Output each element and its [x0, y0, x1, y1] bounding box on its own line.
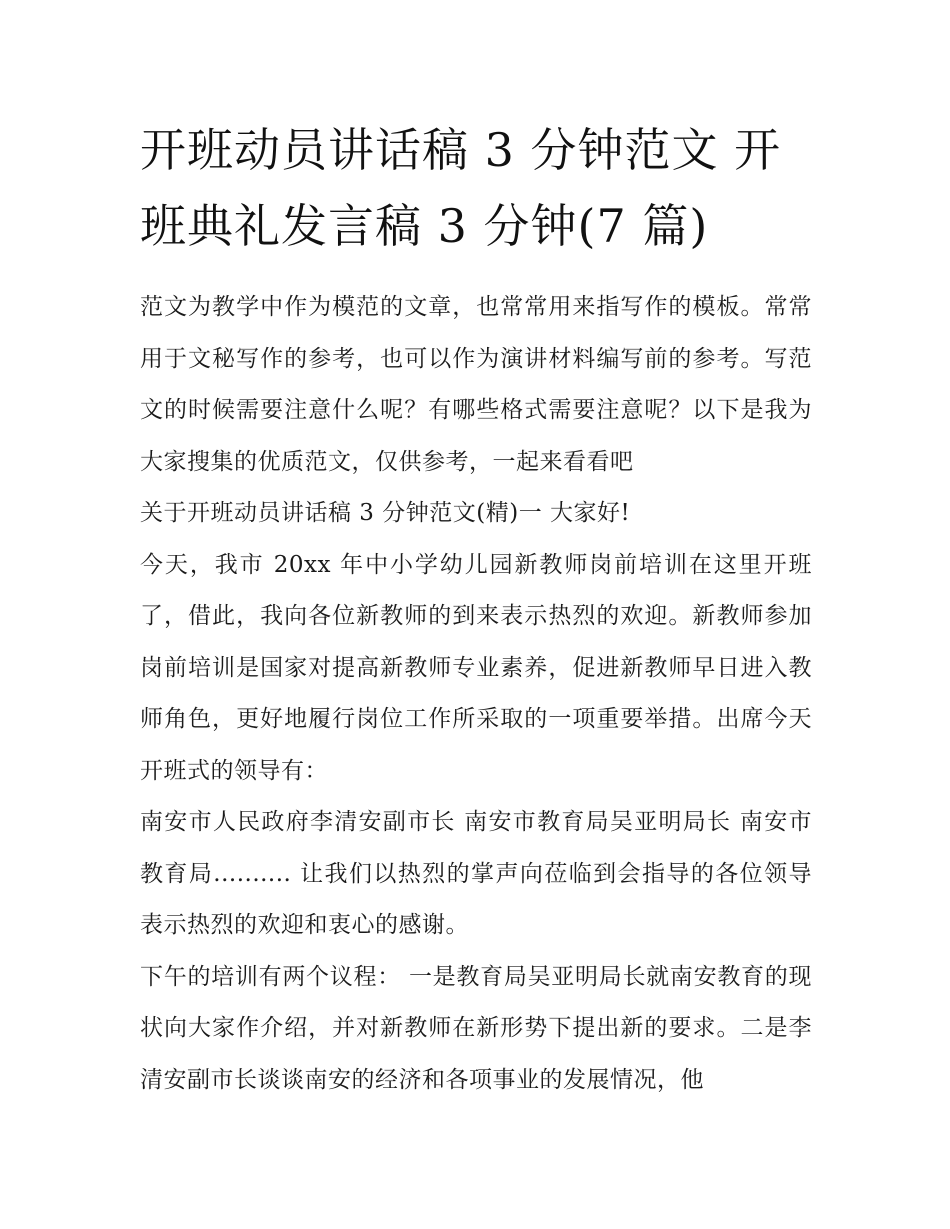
body-paragraph-welcome: 今天，我市 20xx 年中小学幼儿园新教师岗前培训在这里开班了，借此，我向各位新教师的到来表示热烈的欢迎。新教师参加岗前培训是国家对提高新教师专业素养，促进新教师早日进入教师角色，更好地履行岗位工作所采取的一项重要举措。出席今天开班式的领导有：	[140, 551, 812, 784]
document-page	[140, 112, 812, 1106]
intro-paragraph: 范文为教学中作为模范的文章，也常常用来指写作的模板。常常用于文秘写作的参考，也可以作为演讲材料编写前的参考。写范文的时候需要注意什么呢？有哪些格式需要注意呢？以下是我为大家搜集的优质范文，仅供参考，一起来看看吧	[140, 294, 812, 475]
section-heading-paragraph: 关于开班动员讲话稿 3 分钟范文(精)一 大家好!	[140, 500, 631, 526]
document-title: 开班动员讲话稿 3 分钟范文 开班典礼发言稿 3 分钟(7 篇)	[140, 123, 782, 253]
body-paragraph-leaders: 南安市人民政府李清安副市长 南安市教育局吴亚明局长 南安市教育局.......... 让我们以热烈的掌声向莅临到会指导的各位领导表示热烈的欢迎和衷心的感谢。	[140, 809, 812, 938]
body-paragraph-agenda: 下午的培训有两个议程： 一是教育局吴亚明局长就南安教育的现状向大家作介绍，并对新教师在新形势下提出新的要求。二是李清安副市长谈谈南安的经济和各项事业的发展情况，他	[140, 963, 812, 1093]
